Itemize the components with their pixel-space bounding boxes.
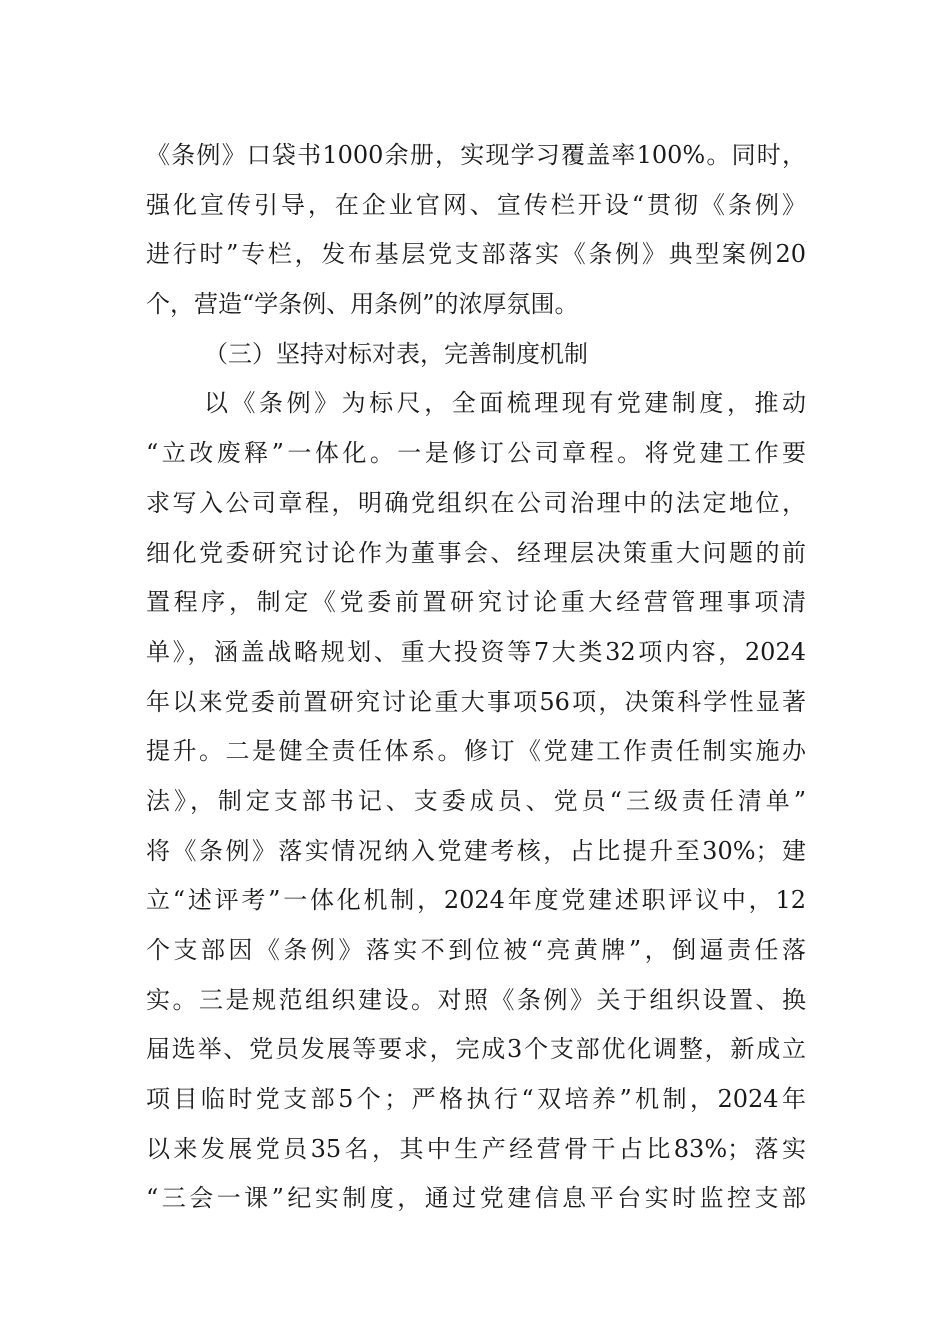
text-line: 届选举、党员发展等要求，完成3个支部优化调整，新成立	[146, 1035, 806, 1064]
text-line: 《条例》口袋书1000余册，实现学习覆盖率100%。同时，	[146, 141, 806, 169]
text-line: 以来发展党员35名，其中生产经营骨干占比83%；落实	[146, 1134, 806, 1163]
text-line: 强化宣传引导，在企业官网、宣传栏开设“贯彻《条例》	[146, 190, 806, 219]
text-line: 个，营造“学条例、用条例”的浓厚氛围。	[146, 290, 579, 319]
text-line: “三会一课”纪实制度，通过党建信息平台实时监控支部	[146, 1184, 806, 1213]
text-line: 项目临时党支部5个；严格执行“双培养”机制，2024年	[146, 1085, 806, 1114]
text-line: 实。三是规范组织建设。对照《条例》关于组织设置、换	[146, 985, 806, 1014]
text-line: 进行时”专栏，发布基层党支部落实《条例》典型案例20	[146, 240, 806, 269]
text-line: 以《条例》为标尺，全面梳理现有党建制度，推动	[204, 389, 806, 418]
text-line: 法》，制定支部书记、支委成员、党员“三级责任清单”	[146, 786, 806, 815]
text-line: 置程序，制定《党委前置研究讨论重大经营管理事项清	[146, 588, 806, 617]
text-line: 细化党委研究讨论作为董事会、经理层决策重大问题的前	[146, 538, 806, 567]
text-line: “立改废释”一体化。一是修订公司章程。将党建工作要	[146, 439, 806, 468]
text-line: 个支部因《条例》落实不到位被“亮黄牌”，倒逼责任落	[146, 936, 806, 964]
text-line: 求写入公司章程，明确党组织在公司治理中的法定地位，	[146, 488, 806, 517]
section-heading: （三）坚持对标对表，完善制度机制	[204, 339, 588, 368]
text-line: 将《条例》落实情况纳入党建考核，占比提升至30%；建	[146, 836, 806, 865]
text-line: 单》，涵盖战略规划、重大投资等7大类32项内容，2024	[146, 637, 806, 666]
text-line: 年以来党委前置研究讨论重大事项56项，决策科学性显著	[146, 687, 806, 716]
text-line: 立“述评考”一体化机制，2024年度党建述职评议中，12	[146, 886, 806, 915]
text-line: 提升。二是健全责任体系。修订《党建工作责任制实施办	[146, 737, 806, 766]
document-body	[146, 131, 806, 1224]
paragraph-1	[146, 131, 806, 330]
paragraph-2	[146, 379, 806, 1224]
